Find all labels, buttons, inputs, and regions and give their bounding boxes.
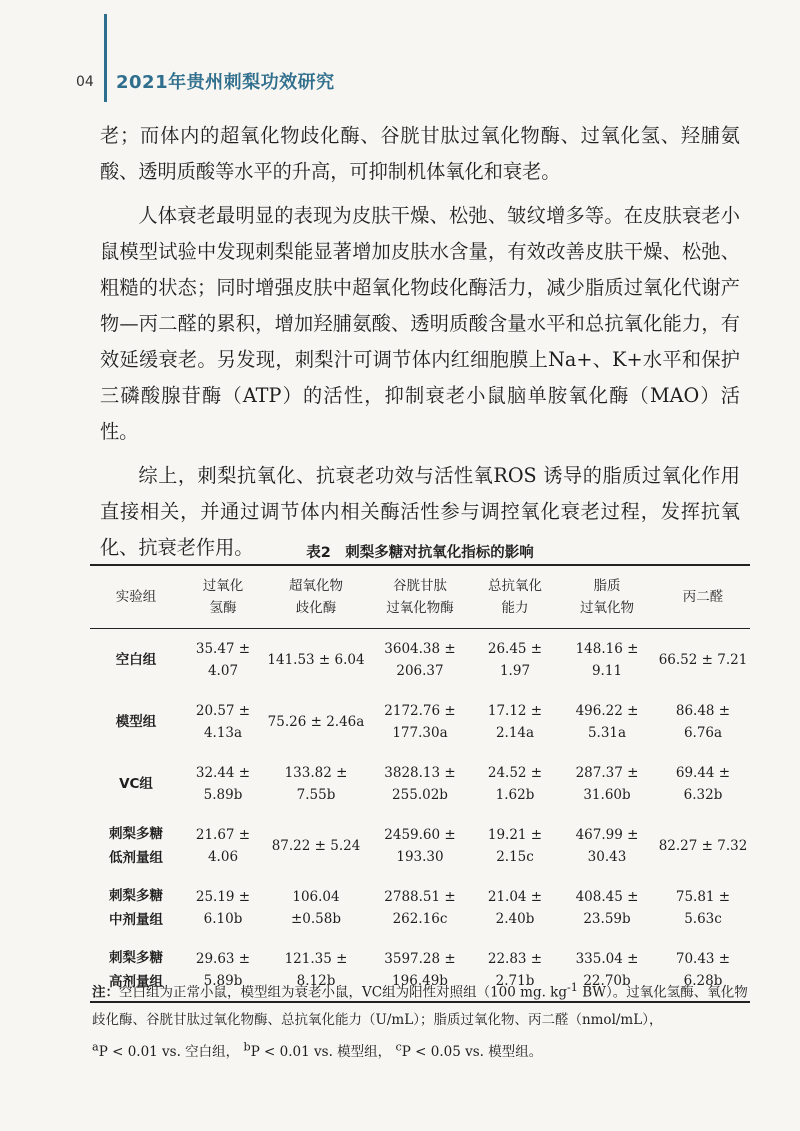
body-text (100, 118, 740, 574)
table-cell: 3597.28 ± 196.49b (384, 951, 456, 989)
antioxidant-table (90, 564, 750, 1003)
table-cell: 141.53 ± 6.04 (267, 652, 365, 668)
table-cell: 287.37 ± 31.60b (575, 765, 639, 803)
table-cell: 75.26 ± 2.46a (267, 714, 365, 730)
table-cell: 106.04 ±0.58b (290, 889, 341, 927)
note-unit-sup: -1 (566, 981, 578, 994)
row-group-label: 模型组 (115, 714, 157, 730)
table-header-row (90, 565, 750, 629)
header-accent-rule (104, 14, 107, 102)
table-cell: 21.67 ± 4.06 (195, 827, 251, 865)
table-cell: 496.22 ± 5.31a (575, 703, 639, 741)
row-group-label: 刺梨多糖 低剂量组 (109, 826, 163, 866)
table-row (90, 629, 750, 692)
table-cell: 82.27 ± 7.32 (658, 838, 748, 854)
table-cell: 19.21 ± 2.15c (487, 827, 543, 865)
table-cell: 75.81 ± 5.63c (675, 889, 731, 927)
table-cell: 21.04 ± 2.40b (487, 889, 543, 927)
column-header-6: 丙二醛 (682, 589, 724, 605)
note-line-1: 空白组为正常小鼠，模型组为衰老小鼠，VC组为阳性对照组（100 mg. kg (119, 984, 567, 1001)
table-cell: 29.63 ± 5.89b (195, 951, 251, 989)
note-label: 注： (92, 984, 119, 1001)
table-cell: 3604.38 ± 206.37 (384, 641, 456, 679)
table-cell: 24.52 ± 1.62b (487, 765, 543, 803)
table-cell: 2788.51 ± 262.16c (384, 889, 456, 927)
table-cell: 66.52 ± 7.21 (658, 652, 748, 668)
table-cell: 70.43 ± 6.28b (675, 951, 731, 989)
paragraph-3: 综上，刺梨抗氧化、抗衰老功效与活性氧ROS 诱导的脂质过氧化作用直接相关，并通过调节体内相关酶活性参与调控氧化衰老过程，发挥抗氧化、抗衰老作用。 (100, 464, 740, 559)
column-header-2: 超氧化物 歧化酶 (289, 578, 343, 616)
column-header-0: 实验组 (115, 589, 157, 605)
table-cell: 20.57 ± 4.13a (195, 703, 251, 741)
table-cell: 17.12 ± 2.14a (487, 703, 543, 741)
table-cell: 148.16 ± 9.11 (575, 641, 639, 679)
table-body (90, 629, 750, 1003)
table-row (90, 691, 750, 753)
table-cell: 467.99 ± 30.43 (575, 827, 639, 865)
row-group-label: VC组 (119, 776, 153, 792)
table-cell: 35.47 ± 4.07 (195, 641, 251, 679)
table-cell: 25.19 ± 6.10b (195, 889, 251, 927)
table-cell: 133.82 ± 7.55b (284, 765, 348, 803)
column-header-1: 过氧化 氢酶 (202, 578, 244, 616)
row-group-label: 刺梨多糖 中剂量组 (109, 888, 163, 928)
table-cell: 2172.76 ± 177.30a (384, 703, 456, 741)
table-row (90, 815, 750, 877)
table-cell: 86.48 ± 6.76a (675, 703, 731, 741)
table-row (90, 877, 750, 939)
row-group-label: 空白组 (115, 652, 157, 668)
table-cell: 32.44 ± 5.89b (195, 765, 251, 803)
table-cell: 2459.60 ± 193.30 (384, 827, 456, 865)
table-cell: 121.35 ± 8.12b (284, 951, 348, 989)
table-cell: 26.45 ± 1.97 (487, 641, 543, 679)
note-sig-b: $^b$P < 0.01 vs. 模型组， (243, 1040, 392, 1060)
running-title: 2021年贵州刺梨功效研究 (116, 72, 335, 93)
page-number: 04 (76, 74, 94, 90)
note-line-1-end: BW）。过氧化氢酶、氧化物歧化酶、谷胱甘肽过氧化物酶、总抗氧化能力（U/mL）；脂质过氧化物、丙二醛（nmol/mL）， (92, 984, 748, 1028)
table-cell: 22.83 ± 2.71b (487, 951, 543, 989)
table-row (90, 753, 750, 815)
note-sig-c: $^c$P < 0.05 vs. 模型组。 (395, 1040, 543, 1060)
note-sig-a: $^a$P < 0.01 vs. 空白组， (92, 1040, 240, 1060)
column-header-3: 谷胱甘肽 过氧化物酶 (386, 578, 454, 616)
column-header-5: 脂质 过氧化物 (580, 578, 634, 616)
table-note (92, 974, 752, 1066)
paragraph-2: 人体衰老最明显的表现为皮肤干燥、松弛、皱纹增多等。在皮肤衰老小鼠模型试验中发现刺梨能显著增加皮肤水含量，有效改善皮肤干燥、松弛、粗糙的状态；同时增强皮肤中超氧化物歧化酶活力，减少脂质过氧化代谢产物—丙二醛的累积，增加羟脯氨酸、透明质酸含量水平和总抗氧化能力，有效延缓衰老。另发现，刺梨汁可调节体内红细胞膜上Na+、K+水平和保护三磷酸腺苷酶（ATP）的活性，抑制衰老小鼠脑单胺氧化酶（MAO）活性。 (100, 204, 740, 443)
table-cell: 335.04 ± 22.70b (575, 951, 639, 989)
paragraph-1: 老；而体内的超氧化物歧化酶、谷胱甘肽过氧化物酶、过氧化氢、羟脯氨酸、透明质酸等水平的升高，可抑制机体氧化和衰老。 (100, 124, 740, 183)
table-caption: 表2 刺梨多糖对抗氧化指标的影响 (306, 545, 534, 561)
table-cell: 87.22 ± 5.24 (271, 838, 361, 854)
table-cell: 3828.13 ± 255.02b (384, 765, 456, 803)
table-cell: 69.44 ± 6.32b (675, 765, 731, 803)
row-group-label: 刺梨多糖 高剂量组 (109, 950, 163, 990)
column-header-4: 总抗氧化 能力 (488, 578, 542, 616)
table-cell: 408.45 ± 23.59b (575, 889, 639, 927)
